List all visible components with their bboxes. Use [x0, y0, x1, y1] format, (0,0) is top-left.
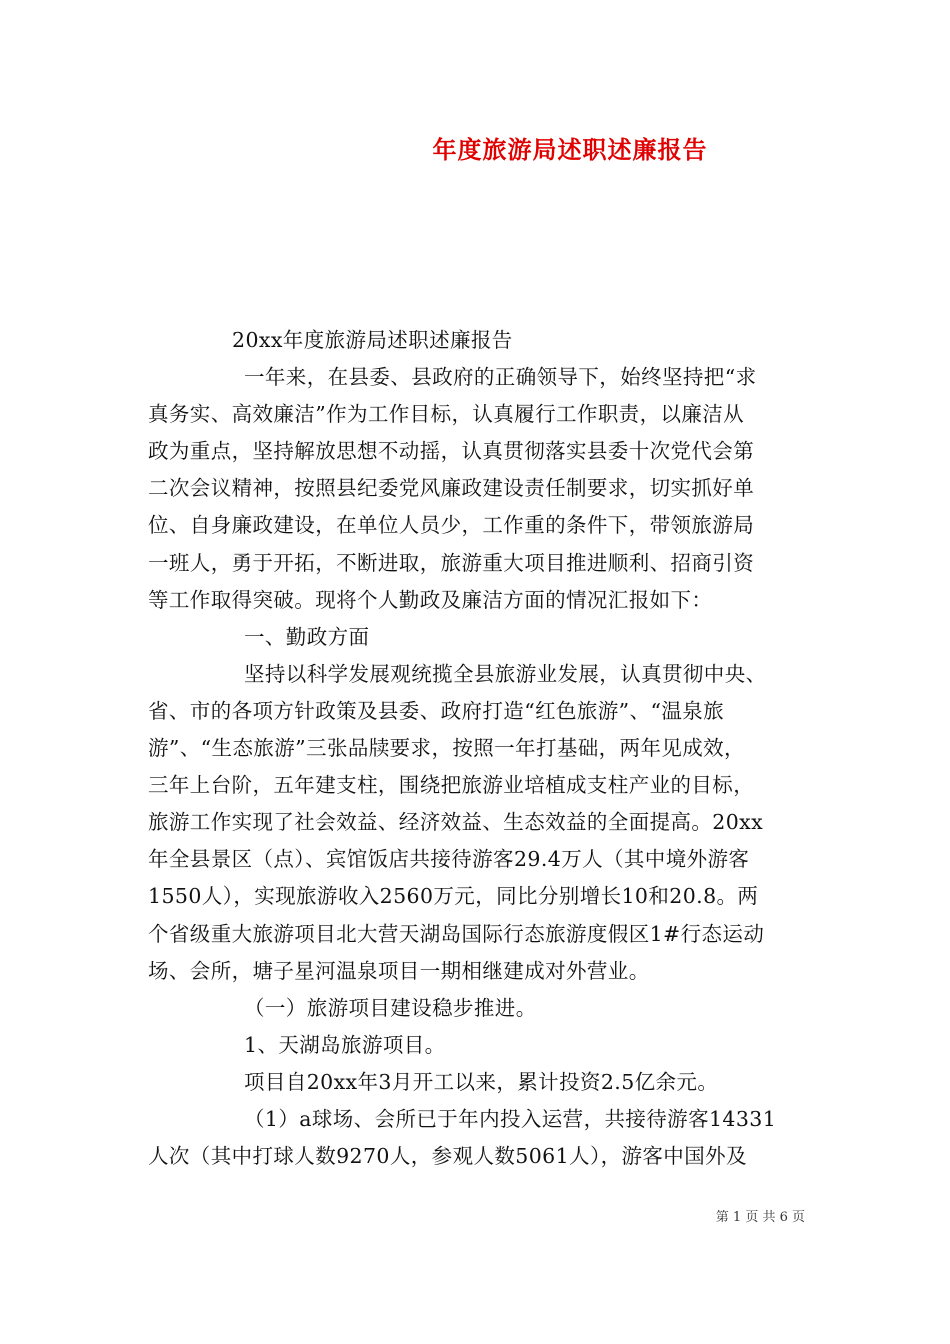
- section-heading: 一、勤政方面: [244, 624, 370, 649]
- paragraph-line: 场、会所，塘子星河温泉项目一期相继建成对外营业。: [148, 958, 650, 983]
- paragraph-line: 一班人，勇于开拓，不断进取，旅游重大项目推进顺利、招商引资: [148, 550, 755, 575]
- paragraph-line: 年全县景区（点）、宾馆饭店共接待游客29.4万人（其中境外游客: [148, 847, 750, 872]
- document-subtitle: 20xx年度旅游局述职述廉报告: [232, 328, 513, 352]
- subsection-heading: （一）旅游项目建设稳步推进。: [244, 995, 537, 1020]
- paragraph-line: 游”、“生态旅游”三张品牍要求，按照一年打基础，两年见成效，: [148, 736, 745, 761]
- document-body: [148, 322, 816, 1175]
- item-heading: 1、天湖岛旅游项目。: [244, 1032, 446, 1057]
- page-number-footer: 第 1 页 共 6 页: [715, 1210, 805, 1225]
- paragraph-line: 个省级重大旅游项目北大营天湖岛国际行态旅游度假区1#行态运动: [148, 921, 765, 946]
- document-title: 年度旅游局述职述廉报告: [432, 135, 708, 164]
- paragraph-line: 真务实、高效廉洁”作为工作目标，认真履行工作职责，以廉洁从: [148, 402, 745, 427]
- paragraph-line: （1）a球场、会所已于年内投入运营，共接待游客14331: [244, 1106, 777, 1131]
- paragraph-line: 二次会议精神，按照县纪委党风廉政建设责任制要求，切实抓好单: [148, 476, 755, 501]
- paragraph-line: 政为重点，坚持解放思想不动摇，认真贯彻落实县委十次党代会第: [148, 439, 755, 464]
- paragraph-line: 旅游工作实现了社会效益、经济效益、生态效益的全面提高。20xx: [148, 810, 764, 835]
- paragraph-line: 等工作取得突破。现将个人勤政及廉洁方面的情况汇报如下：: [148, 587, 713, 612]
- paragraph-line: 项目自20xx年3月开工以来，累计投资2.5亿余元。: [244, 1069, 719, 1094]
- paragraph-line: 人次（其中打球人数9270人，参观人数5061人），游客中国外及: [148, 1144, 747, 1169]
- paragraph-line: 位、自身廉政建设，在单位人员少，工作重的条件下，带领旅游局: [148, 513, 755, 538]
- paragraph-line: 坚持以科学发展观统揽全县旅游业发展，认真贯彻中央、: [244, 661, 767, 686]
- paragraph-line: 1550人），实现旅游收入2560万元，同比分别增长10和20.8。两: [148, 884, 759, 909]
- paragraph-line: 一年来，在县委、县政府的正确领导下，始终坚持把“求: [244, 365, 757, 390]
- paragraph-line: 省、市的各项方针政策及县委、政府打造“红色旅游”、“温泉旅: [148, 698, 725, 723]
- paragraph-line: 三年上台阶，五年建支柱，围绕把旅游业培植成支柱产业的目标，: [148, 773, 755, 798]
